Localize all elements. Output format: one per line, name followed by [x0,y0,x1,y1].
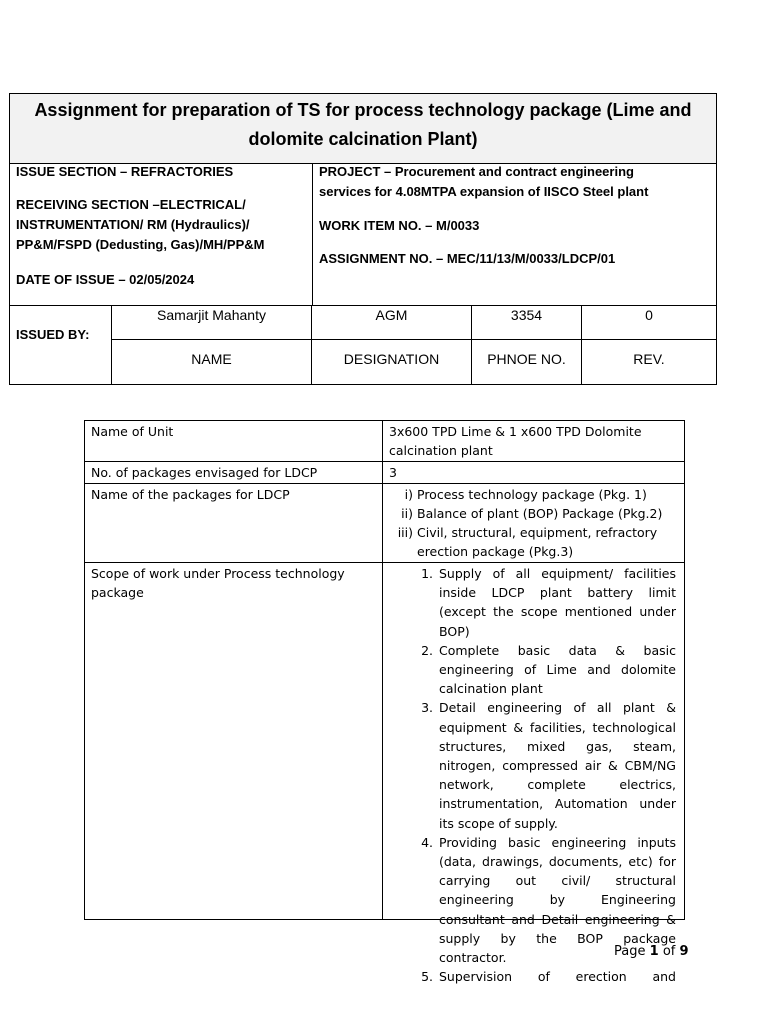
list-text: Detail engineering of all plant & equipment & facilities, technological structures, mixed gas, steam, nitrogen, compressed air & CBM/NG network, complete electrics, instrumentation, Automation under its scope of supply. [439,700,676,831]
page-number [614,944,689,959]
phone-column-header: PHNOE NO. [472,340,582,384]
list-number: 3. [421,700,433,716]
list-number: iii) [397,525,413,540]
list-item [393,564,676,641]
row-value [383,421,684,461]
list-number: 2. [421,642,433,658]
issued-by-label: ISSUED BY: [10,305,112,384]
issue-receiving-cell [10,164,313,305]
issued-by-row [10,305,716,384]
list-item [393,967,676,986]
scope-label-line-2: package [91,585,144,600]
receiving-section-line-3: PP&M/FSPD (Dedusting, Gas)/MH/PP&M [16,237,265,252]
list-text: Supervision of erection and [439,969,676,985]
title-line-2: dolomite calcination Plant) [248,129,478,149]
document-title [10,94,716,164]
list-text: Balance of plant (BOP) Package (Pkg.2) [417,506,663,521]
issuer-designation: AGM [312,305,472,340]
list-item [389,523,678,542]
project-line-2: services for 4.08MTPA expansion of IISCO Steel plant [319,184,649,199]
list-text: Civil, structural, equipment, refractory [417,525,658,540]
list-number: ii) [401,506,413,521]
issue-section: ISSUE SECTION – REFRACTORIES [16,164,234,179]
assignment-header-table [9,93,717,385]
row-value [383,484,684,562]
scope-label-line-1: Scope of work under Process technology [91,566,345,581]
unit-name-line-2: calcination plant [389,443,493,458]
assignment-number: ASSIGNMENT NO. – MEC/11/13/M/0033/LDCP/01 [319,251,616,266]
list-number: 4. [421,834,433,850]
list-text: Supply of all equipment/ facilities inside LDCP plant battery limit (except the scope mentioned under BOP) [439,566,676,639]
title-line-1: Assignment for preparation of TS for process technology package (Lime and [34,100,692,120]
project-line-1: PROJECT – Procurement and contract engineering [319,164,634,179]
receiving-section-line-1: RECEIVING SECTION –ELECTRICAL/ [16,197,246,212]
page-total: 9 [679,944,689,959]
section-info-row [10,164,716,306]
row-label: Name of Unit [85,421,383,461]
table-row [85,462,684,484]
list-text: Process technology package (Pkg. 1) [417,487,647,502]
package-list [389,485,678,561]
list-item [393,641,676,699]
project-cell [313,164,716,305]
list-text: Complete basic data & basic engineering of Lime and dolomite calcination plant [439,642,676,697]
designation-column-header: DESIGNATION [312,340,472,384]
table-row [85,421,684,462]
list-number: i) [404,487,413,502]
issuer-name: Samarjit Mahanty [112,305,312,340]
list-number: 1. [421,566,433,581]
row-label: No. of packages envisaged for LDCP [85,462,383,483]
row-value: 3 [389,465,397,480]
list-number: 5. [421,969,433,985]
revision-column-header: REV. [633,351,665,367]
list-item [389,504,678,523]
list-text: Providing basic engineering inputs (data, drawings, documents, etc) for carrying out civil/ structural engineering by Engineering consultant and Detail engineering & supply by the BOP package contractor. [439,834,676,966]
page-of: of [662,944,676,959]
table-row [85,484,684,563]
row-label: Name of the packages for LDCP [85,484,383,562]
page-current: 1 [649,944,659,959]
receiving-section-line-2: INSTRUMENTATION/ RM (Hydraulics)/ [16,217,250,232]
list-item-continuation: erection package (Pkg.3) [417,544,574,559]
issuer-phone: 3354 [472,305,582,340]
page-prefix: Page [614,944,646,959]
work-item-number: WORK ITEM NO. – M/0033 [319,218,480,233]
scope-list [393,564,676,986]
unit-name-line-1: 3x600 TPD Lime & 1 x600 TPD Dolomite [389,424,642,439]
list-item [389,485,678,504]
row-label [85,563,383,919]
date-of-issue: DATE OF ISSUE – 02/05/2024 [16,272,195,287]
name-column-header: NAME [112,340,312,384]
list-item [393,698,676,832]
revision-number: 0 [582,305,716,340]
